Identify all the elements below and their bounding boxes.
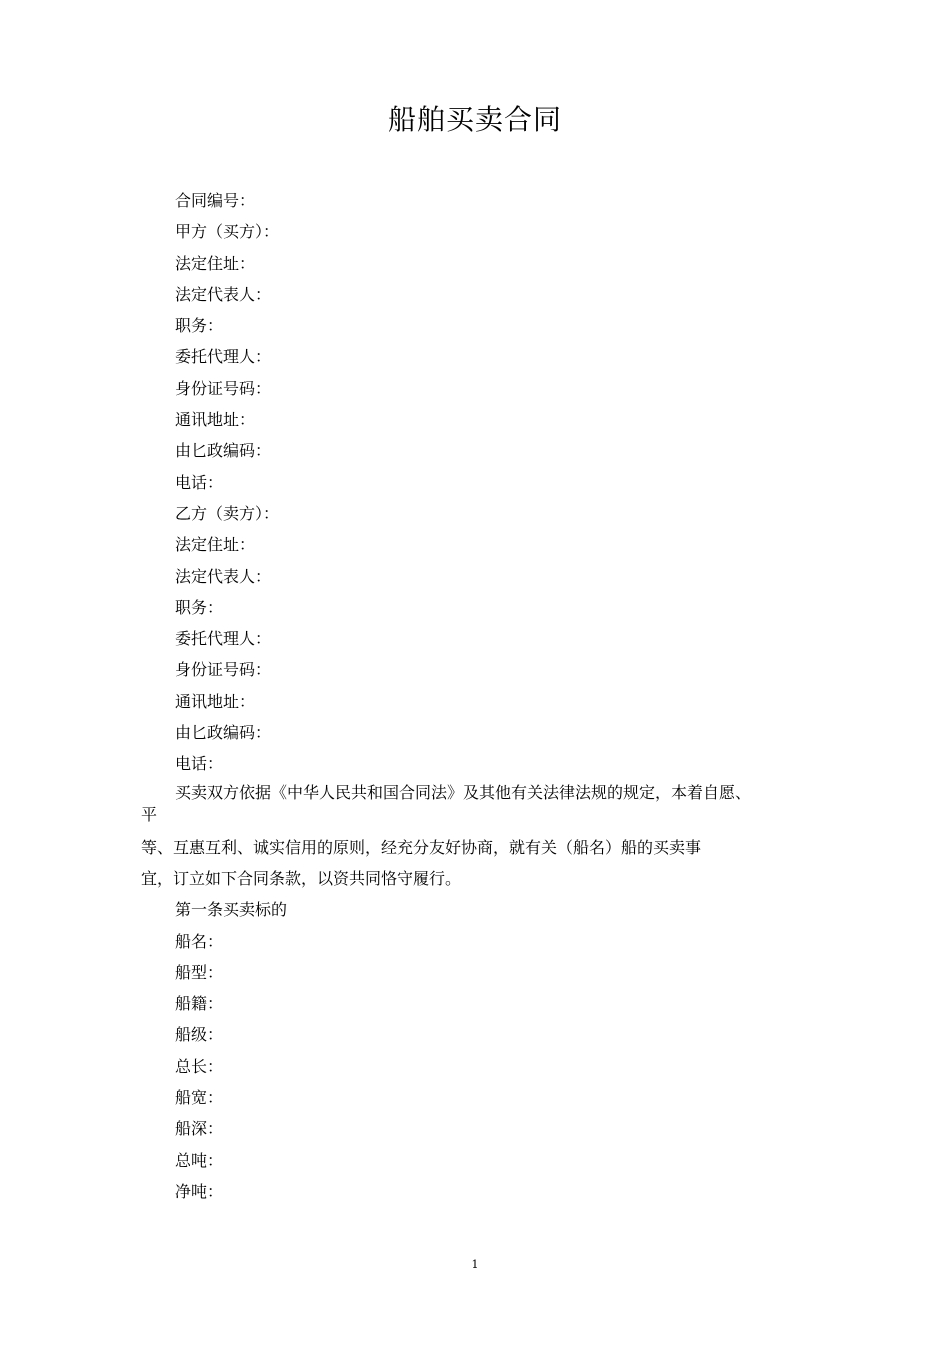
field-b-id-number: 身份证号码：: [175, 660, 272, 680]
field-ship-name: 船名：: [175, 931, 224, 951]
field-b-postcode: 由匕政编码：: [175, 723, 272, 743]
field-b-mailing-address: 通讯地址：: [175, 691, 256, 711]
field-ship-type: 船型：: [175, 962, 224, 982]
field-a-postcode: 由匕政编码：: [175, 441, 272, 461]
field-a-id-number: 身份证号码：: [175, 378, 272, 398]
field-b-legal-rep: 法定代表人：: [175, 566, 272, 586]
field-gross-tonnage: 总吨：: [175, 1150, 224, 1170]
field-b-phone: 电话：: [175, 754, 224, 774]
field-a-address: 法定住址：: [175, 253, 256, 273]
page-number: 1: [471, 1258, 479, 1271]
preamble-line-1-wrap: 平: [141, 804, 158, 824]
field-a-phone: 电话：: [175, 472, 224, 492]
page-title: 船舶买卖合同: [387, 103, 562, 136]
field-ship-depth: 船深：: [175, 1119, 224, 1139]
preamble-line-2: 等、互惠互利、诚实信用的原则，经充分友好协商，就有关（船名）船的买卖事: [141, 837, 702, 857]
field-contract-number: 合同编号：: [175, 191, 256, 210]
field-ship-registry: 船籍：: [175, 994, 224, 1014]
field-b-agent: 委托代理人：: [175, 629, 272, 649]
field-a-mailing-address: 通讯地址：: [175, 410, 256, 430]
field-a-position: 职务：: [175, 316, 224, 336]
field-party-a: 甲方（买方）：: [175, 222, 280, 242]
field-a-agent: 委托代理人：: [175, 347, 272, 367]
field-b-position: 职务：: [175, 597, 224, 617]
field-party-b: 乙方（卖方）：: [175, 503, 280, 523]
contract-body: [0, 185, 950, 1207]
preamble-line-3: 宜，订立如下合同条款，以资共同恪守履行。: [141, 868, 462, 888]
field-net-tonnage: 净吨：: [175, 1181, 224, 1201]
article-1-heading: 第一条买卖标的: [175, 900, 288, 920]
field-ship-breadth: 船宽：: [175, 1088, 224, 1108]
field-b-address: 法定住址：: [175, 535, 256, 555]
preamble-line-1: 买卖双方依据《中华人民共和国合同法》及其他有关法律法规的规定，本着自愿、: [175, 782, 752, 802]
field-ship-class: 船级：: [175, 1025, 224, 1045]
field-overall-length: 总长：: [175, 1056, 224, 1076]
field-a-legal-rep: 法定代表人：: [175, 284, 272, 304]
